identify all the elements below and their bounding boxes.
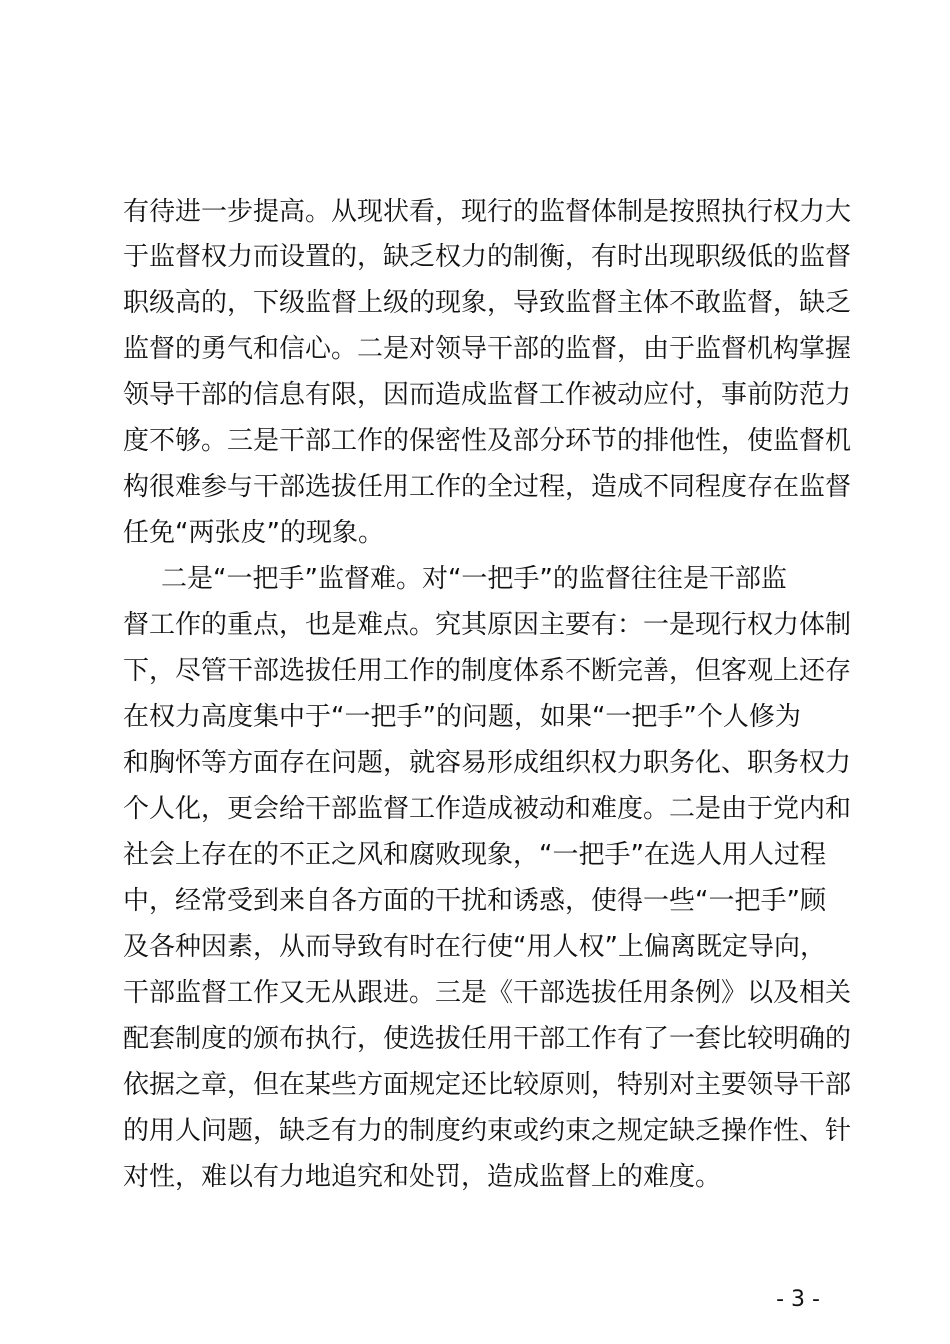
text-line: 构很难参与干部选拔任用工作的全过程，造成不同程度存在监督 [123,472,852,502]
text-line: 任免“两张皮”的现象。 [123,518,384,548]
text-line: 于监督权力而设置的，缺乏权力的制衡，有时出现职级低的监督 [123,242,852,272]
text-line: 对性，难以有力地追究和处罚，造成监督上的难度。 [123,1162,722,1192]
text-line: 个人化，更会给干部监督工作造成被动和难度。二是由于党内和 [123,794,852,824]
text-line: 度不够。三是干部工作的保密性及部分环节的排他性，使监督机 [123,426,852,456]
text-line: 职级高的，下级监督上级的现象，导致监督主体不敢监督，缺乏 [123,288,852,318]
text-line: 在权力高度集中于“一把手”的问题，如果“一把手”个人修为 [123,702,801,732]
text-line: 下，尽管干部选拔任用工作的制度体系不断完善，但客观上还存 [123,656,852,686]
text-line: 社会上存在的不正之风和腐败现象，“一把手”在选人用人过程 [123,840,826,870]
page-number: - 3 - [776,1287,820,1312]
text-line: 和胸怀等方面存在问题，就容易形成组织权力职务化、职务权力 [123,748,852,778]
text-line: 有待进一步提高。从现状看，现行的监督体制是按照执行权力大 [123,197,852,227]
paragraph-first-line: 二是“一把手”监督难。对“一把手”的监督往往是干部监 [161,564,787,594]
text-line: 依据之章，但在某些方面规定还比较原则，特别对主要领导干部 [123,1070,852,1100]
text-line: 领导干部的信息有限，因而造成监督工作被动应付，事前防范力 [123,380,852,410]
text-line: 的用人问题，缺乏有力的制度约束或约束之规定缺乏操作性、针 [123,1116,852,1146]
text-line: 及各种因素，从而导致有时在行使“用人权”上偏离既定导向， [123,932,826,962]
text-line: 督工作的重点，也是难点。究其原因主要有：一是现行权力体制 [123,610,852,640]
text-line: 干部监督工作又无从跟进。三是《干部选拔任用条例》以及相关 [123,978,852,1008]
text-line: 配套制度的颁布执行，使选拔任用干部工作有了一套比较明确的 [123,1024,852,1054]
text-line: 监督的勇气和信心。二是对领导干部的监督，由于监督机构掌握 [123,334,852,364]
text-line: 中，经常受到来自各方面的干扰和诱惑，使得一些“一把手”顾 [123,886,826,916]
